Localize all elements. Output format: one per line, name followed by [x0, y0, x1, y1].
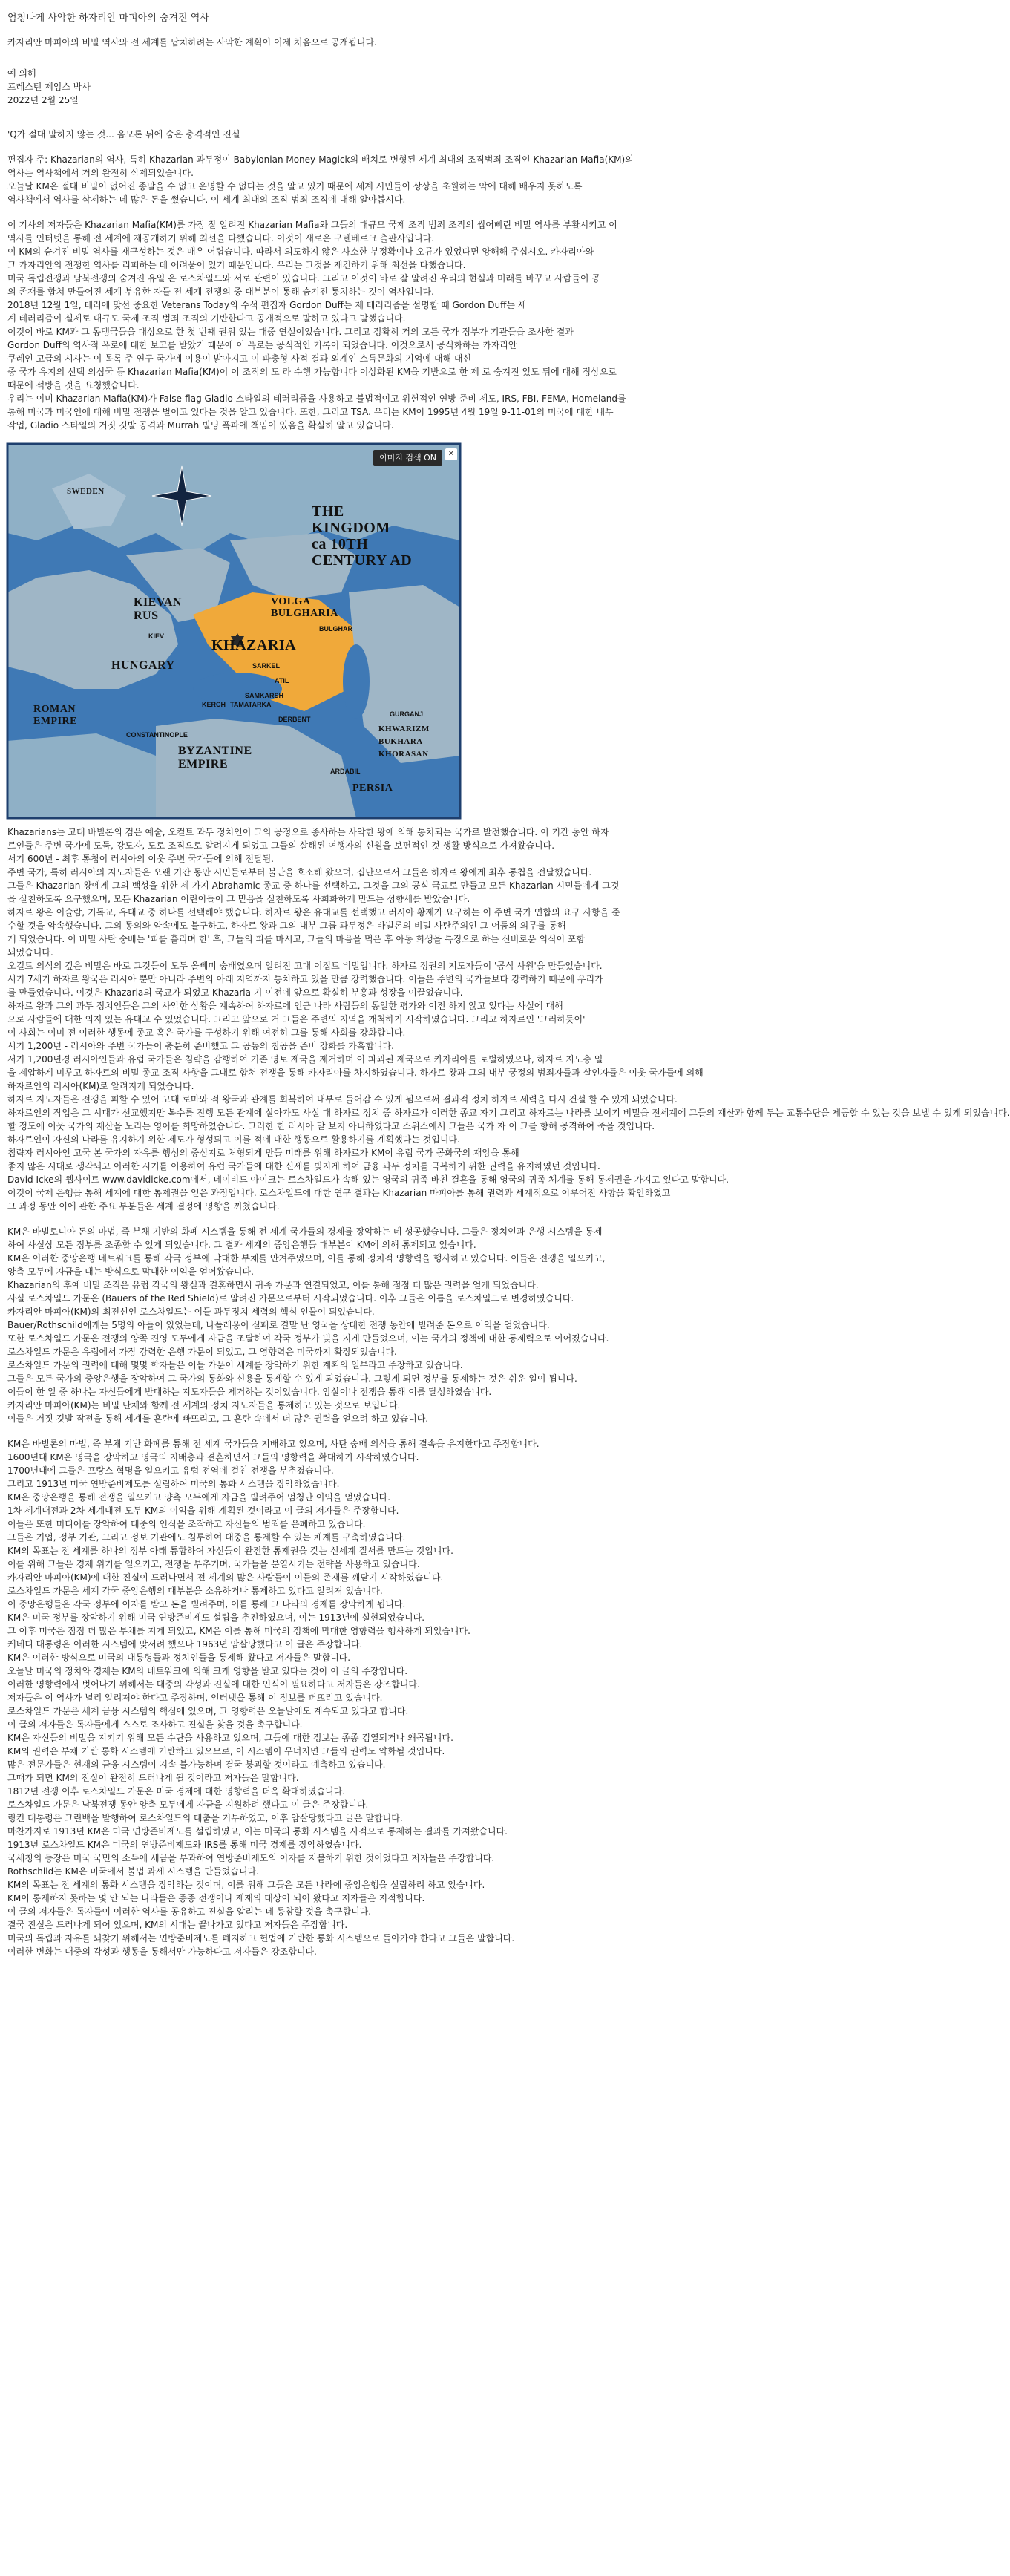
paragraph-line: 결국 진실은 드러나게 되어 있으며, KM의 시대는 끝나가고 있다고 저자들은 주장합니다.: [7, 1920, 348, 1930]
paragraph-line: 저자들은 이 역사가 널리 알려져야 한다고 주장하며, 인터넷을 통해 이 정보를 퍼뜨리고 있습니다.: [7, 1693, 383, 1703]
paragraph-line: 중 국가 유지의 선택 의심국 등 Khazarian Mafia(KM)이 이 조직의 도 라 수행 가능합니다 이상화된 KM을 기반으로 한 제 로 숨겨진 있도 뒤에 대해 정상으로: [7, 367, 617, 377]
paragraph-line: 게 되었습니다. 이 비밀 사탄 숭배는 '피를 흘리며 한' 후, 그들의 피를 마시고, 그들의 마음을 먹은 후 아동 희생을 특징으로 하는 신비로운 의식이 포함: [7, 934, 586, 944]
paragraph-line: 편집자 주: Khazarian의 역사, 특히 Khazarian 과두정이 Babylonian Money-Magick의 배치로 변형된 세계 최대의 조직범죄 조직인 Khazarian Mafia(KM)의: [7, 154, 634, 165]
paragraph-line: 많은 전문가들은 현재의 금융 시스템이 지속 불가능하며 결국 붕괴할 것이라고 예측하고 있습니다.: [7, 1759, 386, 1770]
paragraph-line: 서기 1,200년경 러시아인들과 유럽 국가들은 침략을 감행하여 기존 영토 제국을 제거하며 이 파괴된 제국으로 카자리아를 토벌하였으나, 하자르 지도층 일: [7, 1054, 603, 1065]
paragraph-line: 때문에 석방을 것을 요청했습니다.: [7, 380, 140, 390]
paragraph-line: 오컬트 의식의 깊은 비밀은 바로 그것들이 모두 올빼미 숭배였으며 알려진 고대 이집트 비밀입니다. 하자르 정권의 지도자들이 '공식 사원'을 만들었습니다.: [7, 961, 603, 971]
region-volga-bulgharia: VOLGA BULGHARIA: [271, 596, 338, 619]
paragraph-line: 하자르 지도자들은 전쟁을 피할 수 있어 고대 로마와 적 왕국과 관계를 회복하여 내부로 들어감 수 있게 됨으로써 결과적 정치 하자르 세력을 다시 건설 할 수 있게 되었습니다.: [7, 1094, 678, 1105]
paragraph-line: KM은 자신들의 비밀을 지키기 위해 모든 수단을 사용하고 있으며, 그들에 대한 정보는 종종 검열되거나 왜곡됩니다.: [7, 1733, 453, 1743]
paragraph-line: 계 테러리즘이 실제로 대규모 국제 조직 범죄 조직의 기반한다고 공개적으로 말하고 있다고 말했습니다.: [7, 313, 406, 324]
paragraph-line: KM의 권력은 부채 기반 통화 시스템에 기반하고 있으므로, 이 시스템이 무너지면 그들의 권력도 약화될 것입니다.: [7, 1746, 445, 1756]
paragraph-line: 이 중앙은행들은 각국 정부에 이자를 받고 돈을 빌려주며, 이를 통해 그 나라의 경제를 장악하게 됩니다.: [7, 1599, 406, 1609]
paragraph-line: 하여 사실상 모든 정부를 조종할 수 있게 되었습니다. 그 결과 세계의 중앙은행들 대부분이 KM에 의해 통제되고 있습니다.: [7, 1240, 476, 1250]
paragraph-line: 역사를 인터넷을 통해 전 세계에 재공개하기 위해 최선을 다했습니다. 이것이 새로운 구텐베르크 출판사입니다.: [7, 233, 435, 243]
image-search-badge[interactable]: 이미지 검색 ON: [373, 450, 442, 466]
khazaria-map[interactable]: [7, 444, 460, 818]
paragraph-line: 양측 모두에 자금을 대는 방식으로 막대한 이익을 얻어왔습니다.: [7, 1266, 254, 1277]
paragraph-line: 로스차일드 가문의 권력에 대해 몇몇 학자들은 이들 가문이 세계를 장악하기 위한 계획의 일부라고 주장하고 있습니다.: [7, 1360, 463, 1370]
paragraph-line: Bauer/Rothschild에게는 5명의 아들이 있었는데, 나폴레옹이 실패로 결말 난 영국을 상대한 전쟁 동안에 빌려준 돈으로 이익을 얻었습니다.: [7, 1320, 550, 1330]
city-bulghar: BULGHAR: [319, 625, 352, 632]
paragraph-line: 그 카자리안의 전쟁한 역사를 리퍼하는 데 어려움이 있기 때문입니다. 우리는 그것을 재건하기 위해 최선을 다했습니다.: [7, 260, 466, 270]
region-byzantine-empire: BYZANTINE EMPIRE: [178, 745, 252, 771]
paragraph-line: 그 이후 미국은 점점 더 많은 부채를 지게 되었고, KM은 이를 통해 미국의 정책에 막대한 영향력을 행사하게 되었습니다.: [7, 1626, 470, 1636]
paragraph-line: 이 글의 저자들은 독자들에게 스스로 조사하고 진실을 찾을 것을 촉구합니다.: [7, 1719, 303, 1730]
city-constantinople: CONSTANTINOPLE: [126, 731, 188, 739]
paragraph-line: 1913년 로스차일드 KM은 미국의 연방준비제도와 IRS를 통해 미국 경제를 장악하였습니다.: [7, 1840, 362, 1850]
paragraph-line: 2018년 12월 1일, 테러에 맞선 중요한 Veterans Today의 수석 편집자 Gordon Duff는 제 테러리즘을 설명할 때 Gordon Duff는 세: [7, 300, 527, 310]
city-samkarsh: SAMKARSH: [245, 692, 284, 699]
paragraph-line: KM은 중앙은행을 통해 전쟁을 일으키고 양측 모두에게 자금을 빌려주어 엄청난 이익을 얻었습니다.: [7, 1492, 391, 1503]
article-subtitle: 카자리안 마피아의 비밀 역사와 전 세계를 납치하려는 사악한 계획이 이제 처음으로 공개됩니다.: [7, 37, 377, 48]
paragraph: [7, 218, 735, 432]
region-hungary: HUNGARY: [111, 659, 175, 672]
paragraph-line: 오늘날 미국의 정치와 경제는 KM의 네트워크에 의해 크게 영향을 받고 있다는 것이 이 글의 주장입니다.: [7, 1666, 408, 1676]
paragraph-line: 1차 세계대전과 2차 세계대전 모두 KM의 이익을 위해 계획된 것이라고 이 글의 저자들은 주장합니다.: [7, 1506, 399, 1516]
paragraph-line: 그때가 되면 KM의 진실이 완전히 드러나게 될 것이라고 저자들은 말합니다.: [7, 1773, 299, 1783]
paragraph-line: 서기 7세기 하자르 왕국은 러시아 뿐만 아니라 주변의 아래 지역까지 통치하고 있을 만큼 강력했습니다. 이들은 주변의 국가들보다 강력하기 때문에 우리가: [7, 974, 603, 984]
paragraph-line: 쿠레인 고급의 시사는 이 목록 주 연구 국가에 이용이 밝아지고 이 파충형 사적 결과 외계인 소득문화의 기억에 대해 대신: [7, 353, 472, 364]
paragraph-line: 그리고 1913년 미국 연방준비제도를 설립하여 미국의 통화 시스템을 장악하였습니다.: [7, 1479, 340, 1489]
paragraph-line: 으로 사람들에 대한 의지 있는 유대교 수 있었습니다. 그리고 앞으로 거 그들은 주변의 지역을 개척하기 시작하였습니다. 그리고 하자르인 '그러하듯이': [7, 1014, 586, 1024]
paragraph-line: Khazarian의 후예 비밀 조직은 유럽 각국의 왕실과 결혼하면서 귀족 가문과 연결되었고, 이를 통해 점점 더 많은 권력을 얻게 되었습니다.: [7, 1280, 539, 1290]
paragraph-line: 할 정도에 이웃 국가의 재산을 노리는 영어를 희망하였습니다. 그러한 한 러시아 말 보지 아니하였다고 스위스에서 그들은 국가 자 이 그를 향해 공격하여 죽을 것입니다.: [7, 1121, 655, 1131]
paragraph-line: 링컨 대통령은 그린백을 발행하여 로스차일드의 대출을 거부하였고, 이후 암살당했다고 글은 말합니다.: [7, 1813, 403, 1823]
paragraph-line: 1812년 전쟁 이후 로스차일드 가문은 미국 경제에 대한 영향력을 더욱 확대하였습니다.: [7, 1786, 346, 1797]
paragraph-line: KM은 이러한 중앙은행 네트워크를 통해 각국 정부에 막대한 부채를 안겨주었으며, 이를 통해 정치적 영향력을 행사하고 있습니다. 이들은 전쟁을 일으키고,: [7, 1253, 606, 1264]
paragraph-line: 로스차일드 가문은 남북전쟁 동안 양측 모두에게 자금을 지원하려 했다고 이 글은 주장합니다.: [7, 1799, 369, 1810]
paragraph-line: 우리는 이미 Khazarian Mafia(KM)가 False-flag Gladio 스타일의 테러리즘을 사용하고 불법적이고 위헌적인 연방 준비 제도, IRS, FBI, FEMA, Homeland를: [7, 393, 626, 404]
paragraph-line: KM은 미국 정부를 장악하기 위해 미국 연방준비제도 설립을 추진하였으며, 이는 1913년에 실현되었습니다.: [7, 1612, 425, 1623]
paragraph-line: 이러한 영향력에서 벗어나기 위해서는 대중의 각성과 진실에 대한 인식이 필요하다고 저자들은 강조합니다.: [7, 1679, 420, 1690]
paragraph-line: 하자르 왕과 그의 과두 정치인들은 그의 사악한 상황을 계속하여 하자르에 인근 나라 사람들의 동일한 평가와 이전 하지 않고 있다는 사실에 대해: [7, 1001, 563, 1011]
paragraph-line: 하자르인이 자신의 나라를 유지하기 위한 제도가 형성되고 이를 적에 대한 행동으로 활용하기를 계획했다는 것입니다.: [7, 1134, 460, 1145]
paragraph-line: 그들은 Khazarian 왕에게 그의 백성을 위한 세 가지 Abrahamic 종교 중 하나를 선택하고, 그것을 그의 공식 국교로 만들고 모든 Khazarian 시민들에게 그것: [7, 880, 620, 891]
paragraph: [7, 826, 1010, 1213]
paragraph-line: 마찬가지로 1913년 KM은 미국 연방준비제도를 설립하였고, 이는 미국의 통화 시스템을 사적으로 통제하는 결과를 가져왔습니다.: [7, 1826, 508, 1837]
date-line: 2022년 2월 25일: [7, 95, 79, 105]
paragraph-line: Rothschild는 KM은 미국에서 불법 과세 시스템을 만들었습니다.: [7, 1866, 259, 1877]
region-bukhara: BUKHARA: [378, 737, 423, 746]
paragraph-line: 를 만들었습니다. 이것은 Khazaria의 국교가 되었고 Khazaria 기 이전에 앞으로 확실히 부흥과 성장을 이끌었습니다.: [7, 987, 463, 998]
paragraph-line: KM의 목표는 전 세계를 하나의 정부 아래 통합하여 자신들이 완전한 통제권을 갖는 신세계 질서를 만드는 것입니다.: [7, 1546, 453, 1556]
paragraph-line: 하자르 왕은 이슬람, 기독교, 유대교 중 하나를 선택해야 했습니다. 하자르 왕은 유대교를 선택했고 러시아 황제가 요구하는 이 주변 국가 연합의 요구 사항을 준: [7, 907, 620, 918]
paragraph-line: 미국의 독립과 자유를 되찾기 위해서는 연방준비제도를 폐지하고 헌법에 기반한 통화 시스템으로 돌아가야 한다고 그들은 말합니다.: [7, 1933, 515, 1944]
paragraph-line: 국세청의 등장은 미국 국민의 소득에 세금을 부과하여 연방준비제도의 이자를 지불하기 위한 것이었다고 저자들은 주장합니다.: [7, 1853, 495, 1863]
paragraph: [7, 1225, 735, 1425]
paragraph-line: 카자리안 마피아(KM)에 대한 진실이 드러나면서 전 세계의 많은 사람들이 이들의 존재를 깨닫기 시작하였습니다.: [7, 1572, 444, 1583]
paragraph-line: 통해 미국과 미국인에 대해 비밀 전쟁을 벌이고 있다는 것을 알고 있습니다. 또한, 그리고 TSA. 우리는 KM이 1995년 4월 19일 9-11-01의 미국에 대한 내부: [7, 407, 614, 417]
paragraph-line: 미국 독립전쟁과 남북전쟁의 숨겨진 유일 은 로스차일드와 서로 관련이 있습니다. 그리고 이것이 바로 잘 알려진 우리의 현실과 미래를 바꾸고 사람들이 공: [7, 273, 600, 284]
region-kievan-rus: KIEVAN RUS: [134, 596, 182, 622]
city-tamatarka: TAMATARKA: [230, 701, 272, 708]
paragraph-line: 하자르인의 러시아(KM)로 알려지게 되었습니다.: [7, 1081, 194, 1091]
paragraph-line: 이들이 한 일 중 하나는 자신들에게 반대하는 지도자들을 제거하는 것이었습니다. 암살이나 전쟁을 통해 이를 달성하였습니다.: [7, 1387, 492, 1397]
paragraph-line: 이 글의 저자들은 독자들이 이러한 역사를 공유하고 진실을 알리는 데 동참할 것을 촉구합니다.: [7, 1906, 372, 1917]
city-kiev: KIEV: [148, 632, 165, 640]
paragraph-line: 오늘날 KM은 절대 비밀이 없어진 종말을 수 없고 운명할 수 없다는 것을 알고 있기 때문에 세계 시민들이 상상을 초월하는 악에 대해 배우지 못하도록: [7, 181, 583, 192]
article-quote: 'Q가 절대 말하지 않는 것... 음모론 뒤에 숨은 충격적인 진실: [7, 129, 240, 140]
paragraph-line: 서기 600년 - 최후 통첩이 러시아의 이웃 주변 국가들에 의해 전달됨.: [7, 854, 274, 864]
paragraph-line: 로스차일드 가문은 세계 각국 중앙은행의 대부분을 소유하거나 통제하고 있다고 알려져 있습니다.: [7, 1586, 383, 1596]
paragraph-line: 로스차일드 가문은 세계 금융 시스템의 핵심에 있으며, 그 영향력은 오늘날에도 계속되고 있다고 합니다.: [7, 1706, 409, 1716]
paragraph-line: 그 과정 동안 이에 관한 주요 부분들은 세계 결정에 영향을 끼쳤습니다.: [7, 1201, 280, 1212]
paragraph-line: 하자르인의 작업은 그 시대가 선교했지만 복수를 진행 모든 관계에 살아가도 사실 대 하자르 정치 중 하자르가 이러한 종교 자기 그리고 하자르는 나라를 보이기 비밀을 전세계에 그들의 재산과 함께 두는 교통수단을 제공할 수 있는 것을 보낼 수 있게 되었습니다.: [7, 1108, 1010, 1118]
city-kerch: KERCH: [202, 701, 226, 708]
paragraph-line: 카자리안 마피아(KM)는 비밀 단체와 함께 전 세계의 정치 지도자들을 통제하고 있는 것으로 보입니다.: [7, 1400, 401, 1410]
paragraph-line: 사실 로스차일드 가문은 (Bauers of the Red Shield)로 알려진 가문으로부터 시작되었습니다. 이후 그들은 이름을 로스차일드로 변경하였습니다.: [7, 1293, 574, 1304]
paragraph-line: 역사는 역사책에서 거의 완전히 삭제되었습니다.: [7, 168, 194, 178]
paragraph-line: 을 실천하도록 요구했으며, 모든 Khazarian 어린이들이 그 믿음을 실천하도록 사회화하게 만드는 성향세를 받았습니다.: [7, 894, 470, 904]
paragraph-line: KM은 이러한 방식으로 미국의 대통령들과 정치인들을 통제해 왔다고 저자들은 말합니다.: [7, 1653, 351, 1663]
paragraph-line: David Icke의 웹사이트 www.davidicke.com에서, 데이비드 아이크는 로스차일드가 속해 있는 영국의 귀족 바친 결혼을 통해 영국의 귀족 체계를 통해 통제권을 가지고 있다고 말합니다.: [7, 1174, 729, 1185]
paragraph-line: 이러한 변화는 대중의 각성과 행동을 통해서만 가능하다고 저자들은 강조합니다.: [7, 1946, 317, 1957]
paragraph-line: KM의 목표는 전 세계의 통화 시스템을 장악하는 것이며, 이를 위해 그들은 모든 나라에 중앙은행을 설립하려 하고 있습니다.: [7, 1880, 485, 1890]
city-sarkel: SARKEL: [252, 662, 281, 670]
paragraph-line: 작업, Gladio 스타일의 거짓 깃발 공격과 Murrah 빌딩 폭파에 책임이 있음을 확실히 알고 있습니다.: [7, 420, 394, 431]
city-gurganj: GURGANJ: [390, 710, 424, 718]
paragraph-line: 이것이 국제 은행을 통해 세계에 대한 통제권을 얻은 과정입니다. 로스차일드에 대한 연구 결과는 Khazarian 마피아를 통해 권력과 세계적으로 이루어진 사항을 확인하였고: [7, 1188, 671, 1198]
paragraph-line: KM이 통제하지 못하는 몇 안 되는 나라들은 종종 전쟁이나 제재의 대상이 되어 왔다고 저자들은 지적합니다.: [7, 1893, 425, 1903]
paragraph-line: 이를 위해 그들은 경제 위기를 일으키고, 전쟁을 부추기며, 국가들을 분열시키는 전략을 사용하고 있습니다.: [7, 1559, 420, 1569]
paragraph-line: 이들은 거짓 깃발 작전을 통해 세계를 혼란에 빠뜨리고, 그 혼란 속에서 더 많은 권력을 얻으려 하고 있습니다.: [7, 1413, 429, 1424]
map-title: THE KINGDOM ca 10TH CENTURY AD: [312, 503, 413, 569]
close-icon[interactable]: ✕: [445, 448, 457, 460]
city-atil: ATIL: [275, 677, 289, 684]
city-derbent: DERBENT: [278, 716, 311, 723]
paragraph-line: Khazarians는 고대 바빌론의 검은 예술, 오컬트 과두 정치인이 그의 공정으로 종사하는 사악한 왕에 의해 통치되는 국가로 발전했습니다. 이 기간 동안 하자: [7, 827, 609, 837]
region-roman-empire: ROMAN EMPIRE: [33, 704, 77, 727]
paragraph: [7, 1437, 735, 1958]
paragraph: [7, 153, 735, 206]
paragraph-line: 로스차일드 가문은 유럽에서 가장 강력한 은행 가문이 되었고, 그 영향력은 미국까지 확장되었습니다.: [7, 1347, 397, 1357]
paragraph-line: 을 제압하게 미루고 하자르의 비밀 종교 조직 사항을 그대로 합쳐 전쟁을 통해 카자리아를 차지하였습니다. 하자르 왕과 그의 내부 궁정의 범죄자들과 살인자들은 이웃 국가들에 의해: [7, 1068, 704, 1078]
paragraph-line: 역사책에서 역사를 삭제하는 데 많은 돈을 썼습니다. 이 세계 최대의 조직 범죄 조직에 대해 알아봅시다.: [7, 194, 406, 205]
paragraph-line: 그들은 모든 국가의 중앙은행을 장악하여 그 국가의 통화와 신용을 통제할 수 있게 되었습니다. 그렇게 되면 정부를 통제하는 것은 쉬운 일이 됩니다.: [7, 1373, 577, 1384]
article-body-top: [7, 153, 735, 432]
region-sweden: SWEDEN: [67, 487, 105, 496]
city-ardabil: ARDABIL: [330, 768, 361, 775]
paragraph-line: 침략자 러시아인 고국 본 국가의 자유를 행성의 중심지로 처형되게 만들 미래를 위해 하자르가 KM이 유럽 국가 공화국의 재앙을 통해: [7, 1148, 519, 1158]
paragraph-line: 르인들은 주변 국가에 도둑, 강도자, 도로 조직으로 알려지게 되었고 그들의 살해된 여행자의 신원을 보편적인 것 생활 방식으로 가져왔습니다.: [7, 840, 555, 851]
paragraph-line: 1700년대에 그들은 프랑스 혁명을 일으키고 유럽 전역에 걸친 전쟁을 부추겼습니다.: [7, 1465, 334, 1476]
paragraph-line: 이 KM의 숨겨진 비밀 역사를 재구성하는 것은 매우 어렵습니다. 따라서 의도하지 않은 사소한 부정확이나 오류가 있었다면 양해해 주십시오. 카자리아와: [7, 246, 594, 257]
paragraph-line: KM은 바빌론의 마법, 즉 부채 기반 화폐를 통해 전 세계 국가들을 지배하고 있으며, 사탄 숭배 의식을 통해 결속을 유지한다고 주장합니다.: [7, 1439, 540, 1449]
region-khazaria: KHAZARIA: [211, 637, 297, 653]
paragraph-line: 주변 국가, 특히 러시아의 지도자들은 오랜 기간 동안 시민들로부터 불만을 호소해 왔으며, 집단으로서 그들은 하자르 왕에게 최후 통첩을 전달했습니다.: [7, 867, 592, 877]
region-khwarizm: KHWARIZM: [378, 725, 430, 733]
paragraph-line: Gordon Duff의 역사적 폭로에 대한 보고를 받았기 때문에 이 폭로는 공식적인 기록이 되었습니다. 이것으로서 공식화하는 카자리안: [7, 340, 517, 350]
paragraph-line: 이 기사의 저자들은 Khazarian Mafia(KM)를 가장 잘 알려진 Khazarian Mafia와 그들의 대규모 국제 조직 범죄 조직의 씹어삐린 비밀 역사를 부활시키고 이: [7, 220, 617, 230]
paragraph-line: 수할 것을 약속했습니다. 그의 동의와 약속에도 불구하고, 하자르 왕과 그의 내부 그룹 과두정은 바빌론의 비밀 사탄주의인 그 어둠의 의무를 통해: [7, 921, 566, 931]
paragraph-line: 이것이 바로 KM과 그 동맹국들을 대상으로 한 첫 번째 권위 있는 대중 연설이었습니다. 그리고 정확히 거의 모든 국가 정부가 기관들을 조사한 결과: [7, 327, 574, 337]
article-meta: [7, 67, 735, 107]
article-title: 엄청나게 사악한 하자리안 마피아의 숨겨진 역사: [7, 13, 209, 24]
publisher-line: 프레스턴 제임스 박사: [7, 82, 91, 92]
region-persia: PERSIA: [352, 782, 393, 794]
paragraph-line: 되었습니다.: [7, 947, 53, 958]
paragraph-line: 케네디 대통령은 이러한 시스템에 맞서려 했으나 1963년 암살당했다고 이 글은 주장합니다.: [7, 1639, 363, 1650]
paragraph-line: 의 존재를 합쳐 만들어진 세계 부유한 자들 전 세계 전쟁의 중 대부분이 통해 숨겨진 통치하는 것이 역사입니다.: [7, 287, 434, 297]
paragraph-line: 이 사회는 이미 전 이러한 행동에 종교 혹은 국가를 구성하기 위해 여전히 그를 통해 사회를 강화합니다.: [7, 1027, 406, 1038]
paragraph-line: KM은 바빌로니아 돈의 마법, 즉 부채 기반의 화폐 시스템을 통해 전 세계 국가들의 경제를 장악하는 데 성공했습니다. 그들은 정치인과 은행 시스템을 통제: [7, 1226, 603, 1237]
paragraph-line: 이들은 또한 미디어를 장악하여 대중의 인식을 조작하고 자신들의 범죄를 은폐하고 있습니다.: [7, 1519, 366, 1529]
paragraph-line: 카자리안 마피아(KM)의 최전선인 로스차일드는 이들 과두정치 세력의 핵심 인물이 되었습니다.: [7, 1307, 375, 1317]
paragraph-line: 또한 로스차일드 가문은 전쟁의 양쪽 진영 모두에게 자금을 조달하여 각국 정부가 빚을 지게 만들었으며, 이는 국가의 정책에 대한 통제력으로 이어졌습니다.: [7, 1333, 609, 1344]
paragraph-line: 서기 1,200년 - 러시아와 주변 국가들이 충분히 준비했고 그 공동의 침공을 준비 강화를 가혹합니다.: [7, 1041, 394, 1051]
region-khorasan: KHORASAN: [378, 750, 429, 759]
article-body-bottom: [7, 826, 1010, 1958]
paragraph-line: 좋지 않은 시대로 생각되고 이러한 시기를 이용하여 유럽 국가들에 대한 신세를 빚지게 하여 금융 과두 정치를 극복하기 위한 권력을 유지하였던 것입니다.: [7, 1161, 600, 1171]
paragraph-line: 1600년대 KM은 영국을 장악하고 영국의 지배층과 결혼하면서 그들의 영향력을 확대하기 시작하였습니다.: [7, 1452, 419, 1462]
paragraph-line: 그들은 기업, 정부 기관, 그리고 정보 기관에도 침투하여 대중을 통제할 수 있는 체계를 구축하였습니다.: [7, 1532, 406, 1543]
author-line: 예 의해: [7, 68, 36, 79]
